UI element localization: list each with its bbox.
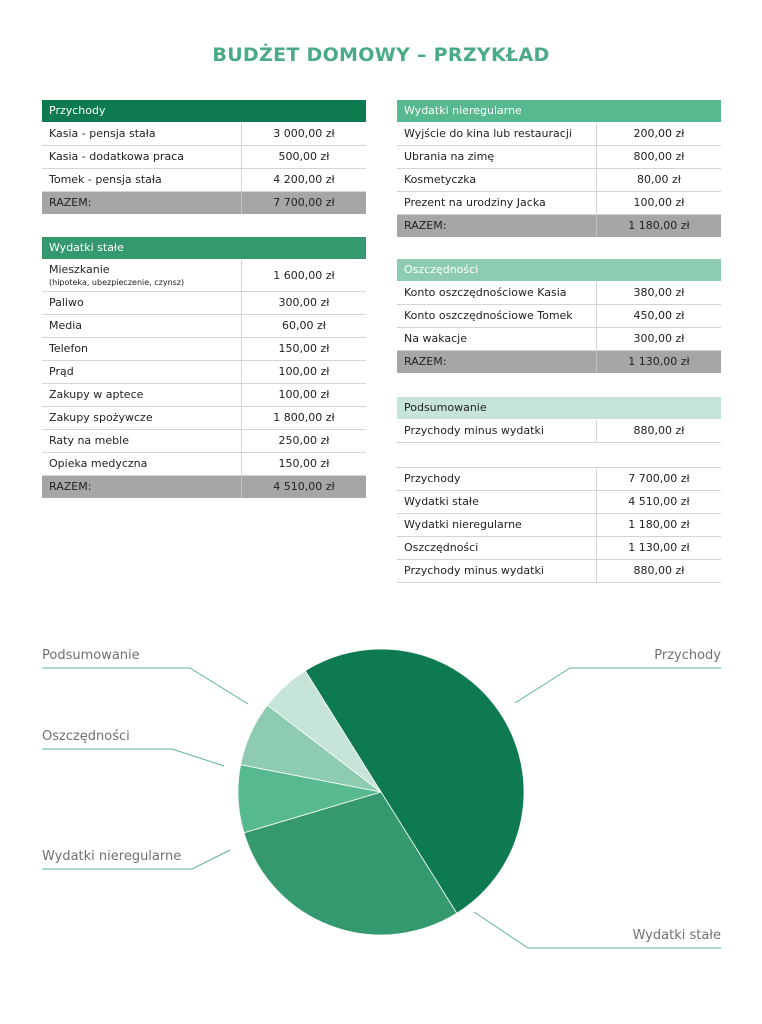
- table-row: [42, 430, 366, 453]
- total-row: [42, 192, 366, 214]
- table-row: [397, 282, 721, 305]
- table-row: [42, 146, 366, 169]
- total-value: 1 130,00 zł: [596, 351, 721, 373]
- row-label: [42, 260, 241, 291]
- total-value: 4 510,00 zł: [241, 476, 366, 498]
- row-value: 200,00 zł: [596, 123, 721, 145]
- row-value: 800,00 zł: [596, 146, 721, 168]
- row-value: 150,00 zł: [241, 338, 366, 360]
- fixed-header: Wydatki stałe: [42, 237, 366, 259]
- row-value: 1 600,00 zł: [241, 260, 366, 291]
- row-value: 4 200,00 zł: [241, 169, 366, 191]
- row-value: 100,00 zł: [596, 192, 721, 214]
- row-value: 1 130,00 zł: [596, 537, 721, 559]
- pie-label-wydatki-stale: Wydatki stałe: [632, 928, 721, 943]
- table-row: [397, 305, 721, 328]
- row-label: Przychody minus wydatki: [404, 564, 544, 577]
- row-label: Kasia - pensja stała: [49, 127, 156, 140]
- pie-svg: [0, 600, 762, 1000]
- row-value: 300,00 zł: [241, 292, 366, 314]
- table-row: [42, 384, 366, 407]
- table-row: [42, 123, 366, 146]
- irregular-expenses-table: [397, 100, 721, 237]
- table-row: [397, 328, 721, 351]
- table-row: [42, 453, 366, 476]
- row-value: 1 800,00 zł: [241, 407, 366, 429]
- total-label: RAZEM:: [49, 480, 92, 493]
- leader-line-podsumowanie: [42, 668, 248, 704]
- row-label: Zakupy w aptece: [49, 388, 144, 401]
- row-value: 250,00 zł: [241, 430, 366, 452]
- leader-line-przychody: [515, 668, 721, 703]
- table-row: [397, 514, 721, 537]
- summary-table: [397, 397, 721, 443]
- fixed-expenses-table: [42, 237, 366, 498]
- row-value: 100,00 zł: [241, 384, 366, 406]
- total-value: 1 180,00 zł: [596, 215, 721, 237]
- row-value: 3 000,00 zł: [241, 123, 366, 145]
- row-label: Opieka medyczna: [49, 457, 148, 470]
- row-value: 1 180,00 zł: [596, 514, 721, 536]
- row-value: 150,00 zł: [241, 453, 366, 475]
- row-label: Na wakacje: [404, 332, 467, 345]
- table-row: [397, 420, 721, 443]
- total-value: 7 700,00 zł: [241, 192, 366, 214]
- table-row: [397, 146, 721, 169]
- mieszkanie-sublabel: (hipoteka, ubezpieczenie, czynsz): [49, 278, 185, 287]
- pie-label-podsumowanie: Podsumowanie: [42, 648, 140, 663]
- table-row: [397, 169, 721, 192]
- pie-slices: [238, 649, 524, 935]
- table-row: [42, 260, 366, 292]
- irregular-header: Wydatki nieregularne: [397, 100, 721, 122]
- row-label: Oszczędności: [404, 541, 479, 554]
- pie-label-oszczednosci: Oszczędności: [42, 729, 130, 744]
- row-value: 880,00 zł: [596, 560, 721, 582]
- row-label: Paliwo: [49, 296, 84, 309]
- total-label: RAZEM:: [49, 196, 92, 209]
- row-label: Konto oszczędnościowe Tomek: [404, 309, 573, 322]
- table-row: [397, 491, 721, 514]
- row-label: Prezent na urodziny Jacka: [404, 196, 546, 209]
- savings-header: Oszczędności: [397, 259, 721, 281]
- table-row: [397, 192, 721, 215]
- leader-line-oszczednosci: [42, 749, 224, 766]
- row-label: Media: [49, 319, 83, 332]
- savings-table: [397, 259, 721, 373]
- row-value: 7 700,00 zł: [596, 468, 721, 490]
- table-row: [42, 292, 366, 315]
- row-label: Kosmetyczka: [404, 173, 477, 186]
- row-value: 80,00 zł: [596, 169, 721, 191]
- page-title: BUDŻET DOMOWY – PRZYKŁAD: [212, 44, 550, 66]
- summary-breakdown-table: [397, 467, 721, 583]
- income-table: [42, 100, 366, 214]
- row-value: 380,00 zł: [596, 282, 721, 304]
- row-label: Przychody minus wydatki: [404, 424, 544, 437]
- row-label: Konto oszczędnościowe Kasia: [404, 286, 567, 299]
- pie-label-przychody: Przychody: [654, 648, 721, 663]
- row-label: Prąd: [49, 365, 74, 378]
- row-value: 880,00 zł: [596, 420, 721, 442]
- row-label: Wydatki stałe: [404, 495, 479, 508]
- table-row: [42, 407, 366, 430]
- pie-label-wydatki-nieregularne: Wydatki nieregularne: [42, 849, 182, 864]
- row-label: Ubrania na zimę: [404, 150, 495, 163]
- row-label: Tomek - pensja stała: [49, 173, 162, 186]
- row-label: Wyjście do kina lub restauracji: [404, 127, 572, 140]
- row-value: 300,00 zł: [596, 328, 721, 350]
- row-value: 60,00 zł: [241, 315, 366, 337]
- pie-chart: [0, 600, 762, 1000]
- row-label: Przychody: [404, 472, 461, 485]
- row-label: Zakupy spożywcze: [49, 411, 153, 424]
- row-value: 500,00 zł: [241, 146, 366, 168]
- row-label: Kasia - dodatkowa praca: [49, 150, 184, 163]
- table-row: [42, 315, 366, 338]
- table-row: [42, 338, 366, 361]
- income-header: Przychody: [42, 100, 366, 122]
- row-label: Telefon: [49, 342, 89, 355]
- row-value: 450,00 zł: [596, 305, 721, 327]
- table-row: [42, 361, 366, 384]
- table-row: [42, 169, 366, 192]
- row-label: Raty na meble: [49, 434, 129, 447]
- total-row: [42, 476, 366, 498]
- total-label: RAZEM:: [404, 219, 447, 232]
- table-row: [397, 467, 721, 491]
- table-row: [397, 560, 721, 583]
- row-label: Wydatki nieregularne: [404, 518, 522, 531]
- summary-header: Podsumowanie: [397, 397, 721, 419]
- total-label: RAZEM:: [404, 355, 447, 368]
- row-value: 4 510,00 zł: [596, 491, 721, 513]
- total-row: [397, 351, 721, 373]
- total-row: [397, 215, 721, 237]
- table-row: [397, 537, 721, 560]
- row-value: 100,00 zł: [241, 361, 366, 383]
- mieszkanie-label: Mieszkanie: [49, 263, 110, 276]
- table-row: [397, 123, 721, 146]
